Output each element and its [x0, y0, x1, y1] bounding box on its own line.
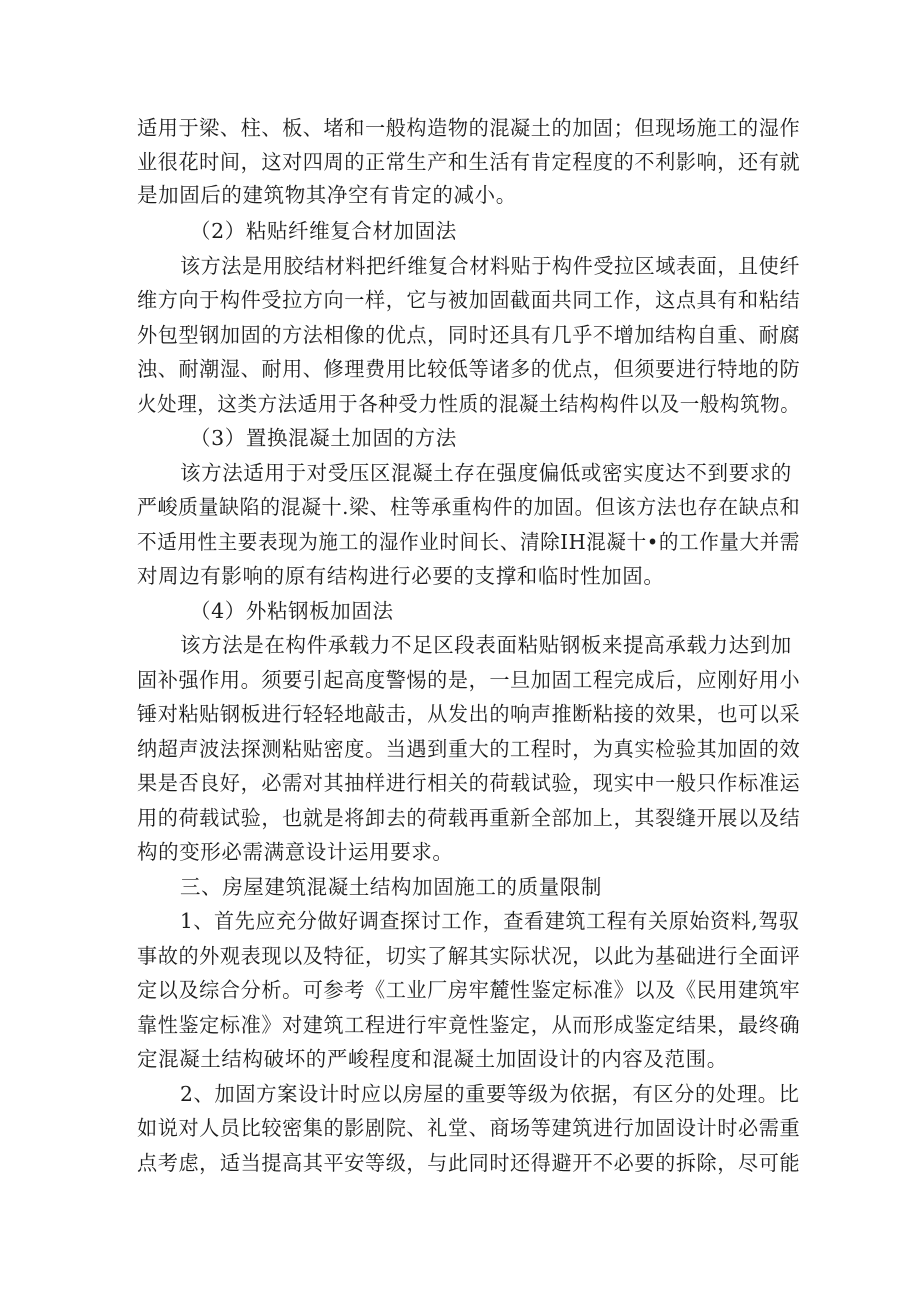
body-text-line: 是加固后的建筑物其净空有肯定的减小。	[137, 183, 517, 207]
section-heading: （3）置换混凝土加固的方法	[190, 426, 457, 450]
body-text-line: 对周边有影响的原有结构进行必要的支撑和临时性加固。	[137, 564, 665, 588]
body-text-line: 火处理，这类方法适用于各种受力性质的混凝土结构构件以及一般构筑物。	[137, 392, 801, 416]
body-text-line: 1、首先应充分做好调查探讨工作，查看建筑工程有关原始资料,驾驭	[180, 909, 800, 933]
section-heading: 三、房屋建筑混凝土结构加固施工的质量限制	[180, 875, 602, 899]
body-text-line: 如说对人员比较密集的影剧院、礼堂、商场等建筑进行加固设计时必需重	[137, 1116, 801, 1140]
body-text-line: 适用于梁、柱、板、堵和一般构造物的混凝土的加固；但现场施工的湿作	[137, 116, 801, 140]
body-text-line: 靠性鉴定标准》对建筑工程进行牢竟性鉴定，从而形成鉴定结果，最终确	[137, 1013, 801, 1037]
body-text-line: 锤对粘贴钢板进行轻轻地敲击，从发出的响声推断粘接的效果，也可以采	[137, 702, 801, 726]
body-text-line: 业很花时间，这对四周的正常生产和生活有肯定程度的不利影响，还有就	[137, 150, 801, 174]
body-text-line: 该方法是用胶结材料把纤维复合材料贴于构件受拉区域表面，且使纤	[180, 254, 801, 278]
body-text-line: 维方向于构件受拉方向一样，它与被加固截面共同工作，这点具有和粘结	[137, 288, 801, 312]
body-text-line: 固补强作用。须要引起高度警惕的是，一旦加固工程完成后，应刚好用小	[137, 668, 801, 692]
body-text-line: 该方法是在构件承载力不足区段表面粘贴钢板来提高承载力达到加	[180, 633, 792, 657]
section-heading: （2）粘贴纤维复合材加固法	[190, 219, 457, 243]
body-text-line: 该方法适用于对受压区混凝土存在强度偏低或密实度达不到要求的	[180, 461, 792, 485]
body-text-line: 构的变形必需满意设计运用要求。	[137, 840, 454, 864]
section-heading: （4）外粘钢板加固法	[190, 599, 394, 623]
body-text-line: 2、加固方案设计时应以房屋的重要等级为依据，有区分的处理。比	[180, 1082, 800, 1106]
body-text-line: 事故的外观表现以及特征，切实了解其实际状况，以此为基础进行全面评	[137, 944, 801, 968]
body-text-line: 定混凝土结构破坏的严峻程度和混凝土加固设计的内容及范围。	[137, 1047, 728, 1071]
body-text-line: 点考虑，适当提高其平安等级，与此同时还得避开不必要的拆除，尽可能	[137, 1151, 801, 1175]
body-text-line: 严峻质量缺陷的混凝十.梁、柱等承重构件的加固。但该方法也存在缺点和	[137, 495, 801, 519]
body-text-line: 纳超声波法探测粘贴密度。当遇到重大的工程时，为真实检验其加固的效	[137, 737, 801, 761]
body-text-line: 外包型钢加固的方法相像的优点，同时还具有几乎不增加结构自重、耐腐	[137, 323, 801, 347]
body-text-line: 定以及综合分析。可参考《工业厂房牢麓性鉴定标准》以及《民用建筑牢	[137, 978, 801, 1002]
body-text-line: 用的荷载试验，也就是将卸去的荷载再重新全部加上，其裂缝开展以及结	[137, 806, 801, 830]
body-text-line: 不适用性主要表现为施工的湿作业时间长、清除IH混凝十•的工作量大并需	[137, 530, 800, 554]
body-text-line: 果是否良好，必需对其抽样进行相关的荷载试验，现实中一般只作标准运	[137, 771, 801, 795]
body-text-line: 浊、耐潮湿、耐用、修理费用比较低等诸多的优点，但须要进行特地的防	[137, 357, 801, 381]
